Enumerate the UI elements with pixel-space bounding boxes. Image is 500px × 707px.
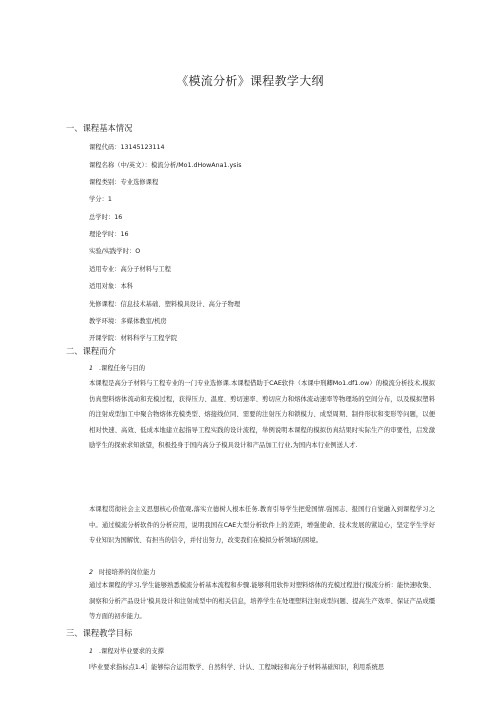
- info-audience: 适用对象：本科: [89, 283, 134, 290]
- info-total-hours: 总学时：16: [89, 214, 123, 221]
- info-course-category: 课程类别：专业选修课程: [89, 179, 159, 186]
- document-title: 《模流分析》课程教学大纲: [176, 74, 324, 88]
- subheading-number: 1: [89, 365, 94, 372]
- subheading-number: 1: [89, 648, 94, 655]
- paragraph-ideology: 本课程贯彻社会主义思想核心价值观,落实立德树人根本任务.教育引导学生把爱国情.强国志、报国行自觉融入到课程学习之中。通过模流分析软件的分析应用，说明我国在CAE大型分析软件上的差距，增强使命、技术发展的紧迫心，坚定学生学好专业知识为国解忧、有担当的信令，并付出努力，改变我们在模拟分析领域的困境。: [89, 506, 435, 545]
- subheading-label: .课程任务与目的: [99, 365, 146, 372]
- subheading-number: 2: [89, 569, 94, 576]
- info-course-name: 课程名称（中/英文）：模流分析/Mo1.dHowAna1.ysis: [89, 162, 242, 169]
- subheading-graduation-support: [89, 646, 164, 655]
- info-major: 适用专业：高分子材料与工程: [89, 266, 171, 273]
- info-theory-hours: 理论学时：16: [89, 231, 129, 238]
- section-heading-basic-info: 一、课程基本情况: [66, 123, 133, 133]
- info-lab-hours: 实验/实践学时：O: [89, 248, 141, 255]
- section-heading-intro: 二、课程而介: [66, 346, 116, 356]
- subheading-abilities: [89, 567, 156, 576]
- info-prerequisites: 先修课程：信息技术基础、塑料模具设计、高分子物理: [89, 301, 241, 308]
- section-heading-objectives: 三、课程教学目标: [66, 628, 133, 638]
- info-credits: 学分：1: [89, 196, 112, 203]
- info-college: 开课学院：材料科学与工程学院: [89, 335, 178, 342]
- paragraph-abilities: 通过本课程的学习,学生能够熟悉模流分析基本流程和步骤.能够利用软件对塑料熔体的充模过程进行模流分析：能快速收集、洞察和分析产品设计'模具设计和注射成型中的相关信息，培养学生在处理塑料注射成型问题、提高生产效率、保证产品成缰等方面的初步能力。: [89, 582, 435, 621]
- graduation-requirement-line: l毕业要求指标点1.4］能够综合运用数学、自然科学、计认、工程城轻和高分子材料基础知识，利用系统思: [89, 664, 385, 671]
- info-course-code: 课程代码：13145123114: [89, 144, 165, 151]
- subheading-label: 时接培养的岗位能力: [99, 569, 156, 576]
- subheading-task-purpose: [89, 363, 145, 372]
- info-environment: 教学环境：多媒体教室/机房: [89, 318, 167, 325]
- paragraph-course-purpose: 本课程是高分子材料与工程专业的一门专业选修课.本课程借助于CAE软件（本课中刑卿Mo1.df1.ow）的模流分析技术,模拟仿真塑料熔体流动和充模过程，获得压力、温度、剪切速率、剪切应力和熔体流动速率等物理场的空间分布，以及模拟塑料的注射成型加工中聚合物熔体充模类型、熔接线位同、需要的注射压力和锁模力、成型周期、制件形状和变形等问题，以便相对快速、高效、低成本地建立起指导工程实践的设计流程，举例说明本课程的模拟仿真结果时实际生产的审要性，启发激励学生的探索求知欲望，积极投身于国内高分子模具设计和产品加工行业,为国内本行业例送人才.: [89, 380, 435, 450]
- subheading-label: .课程对毕业要求的支撑: [99, 648, 164, 655]
